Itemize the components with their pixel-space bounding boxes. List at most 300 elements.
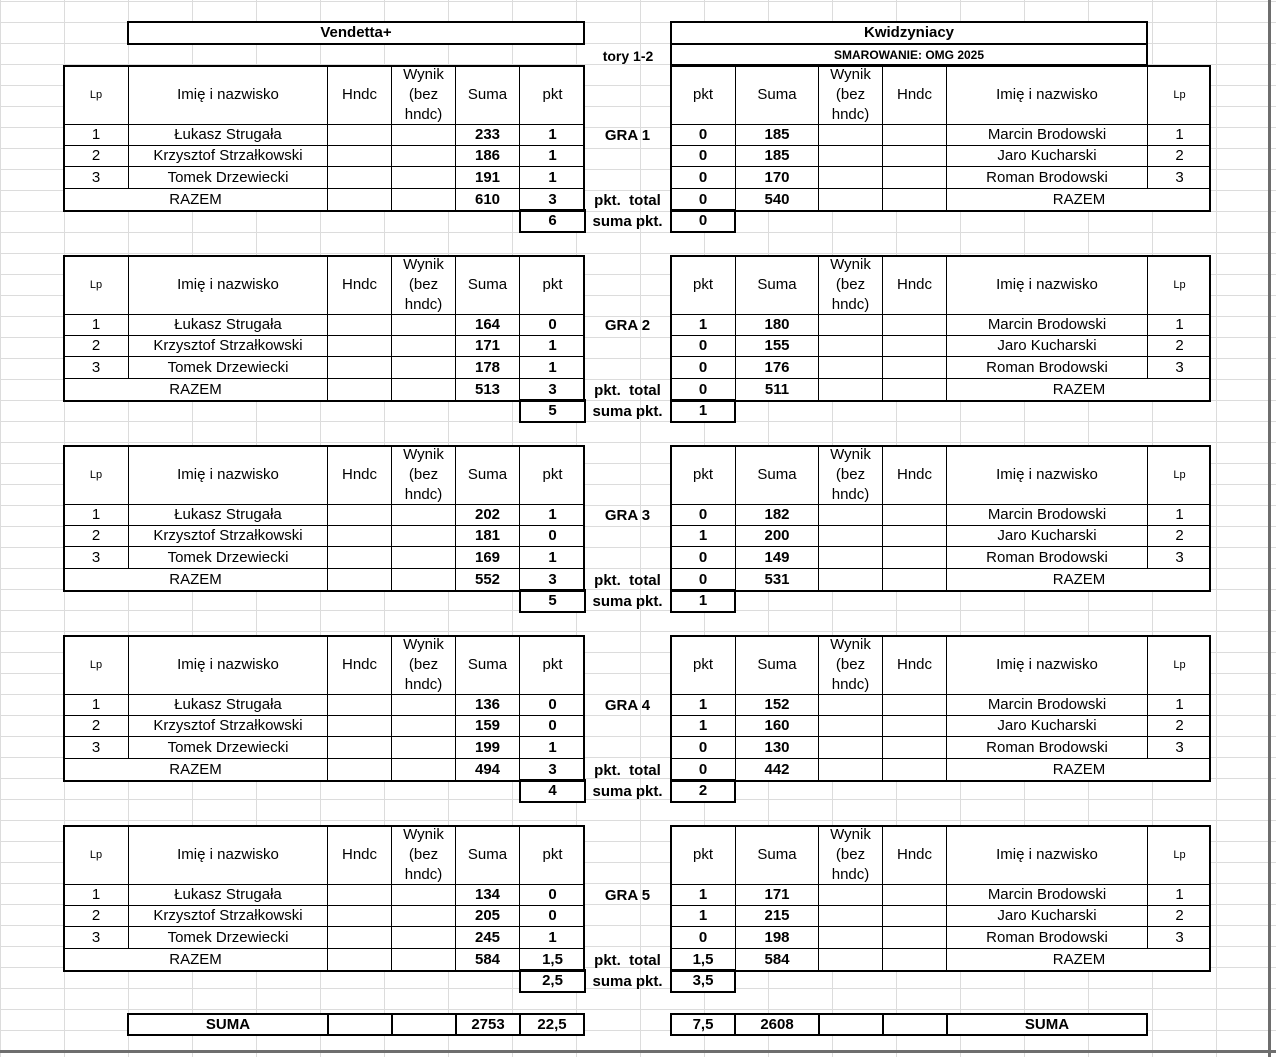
player-suma: 199	[455, 737, 519, 759]
oil-pattern-label: SMAROWANIE: OMG 2025	[670, 43, 1148, 66]
player-wynik	[818, 547, 882, 569]
player-suma: 186	[455, 146, 519, 167]
player-pkt: 1	[519, 737, 585, 759]
column-header-pkt: pkt	[519, 445, 585, 505]
column-header-wynik	[391, 255, 455, 315]
razem-label: RAZEM	[946, 379, 1211, 402]
player-suma: 171	[735, 885, 818, 906]
wynik-line-2: (bez	[408, 85, 439, 103]
team-right-title: Kwidzyniacy	[670, 21, 1148, 45]
window-frame-right	[1268, 0, 1271, 1057]
player-hndc	[327, 737, 391, 759]
column-header-hndc: Hndc	[882, 65, 946, 125]
player-pkt: 0	[670, 505, 735, 526]
player-suma: 170	[735, 167, 818, 189]
column-header-wynik	[391, 825, 455, 885]
player-wynik	[818, 737, 882, 759]
player-pkt: 0	[519, 716, 585, 737]
player-hndc	[327, 906, 391, 927]
player-name: Krzysztof Strzałkowski	[128, 906, 327, 927]
player-pkt: 0	[670, 167, 735, 189]
suma-pkt-left: 4	[519, 779, 586, 803]
column-header-lp: Lp	[1147, 445, 1211, 505]
player-name: Krzysztof Strzałkowski	[128, 146, 327, 167]
player-wynik	[391, 336, 455, 357]
player-lp: 2	[1147, 336, 1211, 357]
player-suma: 205	[455, 906, 519, 927]
player-suma: 169	[455, 547, 519, 569]
player-hndc	[327, 315, 391, 336]
razem-label: RAZEM	[63, 189, 327, 212]
column-header-name: Imię i nazwisko	[946, 65, 1147, 125]
total-wynik	[391, 189, 455, 212]
player-pkt: 1	[670, 695, 735, 716]
player-hndc	[882, 927, 946, 949]
suma-pkt-label: suma pkt.	[592, 972, 663, 990]
player-wynik	[391, 315, 455, 336]
player-lp: 1	[63, 125, 128, 146]
razem-label: RAZEM	[946, 949, 1211, 972]
player-wynik	[818, 526, 882, 547]
player-name: Jaro Kucharski	[946, 336, 1147, 357]
column-header-wynik	[818, 825, 882, 885]
column-header-pkt: pkt	[670, 255, 735, 315]
razem-label: RAZEM	[63, 949, 327, 972]
player-hndc	[882, 315, 946, 336]
column-header-name: Imię i nazwisko	[128, 445, 327, 505]
final-right-pkt: 7,5	[670, 1013, 736, 1036]
wynik-line-1: Wynik	[403, 65, 444, 83]
column-header-wynik	[818, 635, 882, 695]
player-lp: 3	[63, 927, 128, 949]
player-pkt: 0	[670, 927, 735, 949]
column-header-lp: Lp	[1147, 825, 1211, 885]
player-suma: 159	[455, 716, 519, 737]
player-pkt: 0	[670, 336, 735, 357]
game-label: GRA 4	[604, 696, 651, 714]
pkt-total-label: pkt. total	[594, 761, 661, 779]
razem-label: RAZEM	[946, 759, 1211, 782]
player-wynik	[818, 125, 882, 146]
player-suma: 181	[455, 526, 519, 547]
column-header-pkt: pkt	[670, 635, 735, 695]
player-pkt: 0	[670, 357, 735, 379]
final-right-suma: 2608	[734, 1013, 820, 1036]
razem-label: RAZEM	[946, 189, 1211, 212]
player-pkt: 1	[670, 716, 735, 737]
wynik-line-3: hndc)	[404, 295, 443, 313]
player-suma: 176	[735, 357, 818, 379]
wynik-line-2: (bez	[835, 465, 866, 483]
player-suma: 155	[735, 336, 818, 357]
column-header-suma: Suma	[735, 255, 818, 315]
player-hndc	[882, 526, 946, 547]
player-name: Krzysztof Strzałkowski	[128, 716, 327, 737]
player-wynik	[391, 125, 455, 146]
player-suma: 164	[455, 315, 519, 336]
player-wynik	[818, 336, 882, 357]
total-suma: 494	[455, 759, 519, 782]
player-hndc	[882, 695, 946, 716]
player-wynik	[391, 737, 455, 759]
player-suma: 178	[455, 357, 519, 379]
player-hndc	[882, 336, 946, 357]
player-hndc	[327, 885, 391, 906]
suma-pkt-label: suma pkt.	[592, 402, 663, 420]
suma-pkt-left: 2,5	[519, 969, 586, 993]
player-hndc	[882, 906, 946, 927]
wynik-line-3: hndc)	[831, 295, 870, 313]
total-pkt: 1,5	[670, 949, 735, 972]
total-hndc	[882, 759, 946, 782]
player-hndc	[882, 125, 946, 146]
player-pkt: 0	[519, 526, 585, 547]
player-lp: 1	[63, 695, 128, 716]
total-hndc	[882, 189, 946, 212]
player-hndc	[882, 885, 946, 906]
game-label: GRA 1	[604, 126, 651, 144]
player-name: Tomek Drzewiecki	[128, 737, 327, 759]
player-wynik	[391, 526, 455, 547]
player-wynik	[818, 167, 882, 189]
wynik-line-3: hndc)	[831, 675, 870, 693]
column-header-name: Imię i nazwisko	[128, 65, 327, 125]
final-right-hndc	[882, 1013, 948, 1036]
player-wynik	[818, 315, 882, 336]
total-pkt: 1,5	[519, 949, 585, 972]
total-hndc	[882, 949, 946, 972]
suma-pkt-label: suma pkt.	[592, 212, 663, 230]
player-name: Marcin Brodowski	[946, 315, 1147, 336]
player-hndc	[882, 547, 946, 569]
player-hndc	[327, 716, 391, 737]
column-header-name: Imię i nazwisko	[128, 825, 327, 885]
player-pkt: 0	[519, 695, 585, 716]
column-header-hndc: Hndc	[327, 825, 391, 885]
player-lp: 3	[63, 547, 128, 569]
player-pkt: 1	[670, 885, 735, 906]
player-pkt: 1	[519, 336, 585, 357]
game-label: GRA 2	[604, 316, 651, 334]
total-suma: 552	[455, 569, 519, 592]
wynik-line-1: Wynik	[403, 255, 444, 273]
player-name: Roman Brodowski	[946, 167, 1147, 189]
razem-label: RAZEM	[63, 379, 327, 402]
player-pkt: 1	[519, 927, 585, 949]
player-name: Jaro Kucharski	[946, 526, 1147, 547]
player-pkt: 0	[670, 125, 735, 146]
column-header-name: Imię i nazwisko	[946, 445, 1147, 505]
player-wynik	[391, 357, 455, 379]
player-hndc	[327, 125, 391, 146]
total-wynik	[391, 569, 455, 592]
column-header-name: Imię i nazwisko	[946, 635, 1147, 695]
player-pkt: 0	[670, 547, 735, 569]
suma-pkt-right: 0	[670, 209, 736, 233]
suma-pkt-right: 2	[670, 779, 736, 803]
player-wynik	[391, 716, 455, 737]
column-header-hndc: Hndc	[882, 255, 946, 315]
player-wynik	[818, 505, 882, 526]
suma-pkt-left: 5	[519, 399, 586, 423]
player-wynik	[391, 695, 455, 716]
player-lp: 3	[63, 357, 128, 379]
wynik-line-3: hndc)	[831, 865, 870, 883]
column-header-wynik	[818, 255, 882, 315]
player-suma: 136	[455, 695, 519, 716]
wynik-line-1: Wynik	[403, 825, 444, 843]
player-hndc	[327, 336, 391, 357]
player-hndc	[882, 357, 946, 379]
column-header-hndc: Hndc	[882, 445, 946, 505]
total-pkt: 0	[670, 759, 735, 782]
player-suma: 200	[735, 526, 818, 547]
final-right-suma-label: SUMA	[946, 1013, 1148, 1036]
total-pkt: 0	[670, 189, 735, 212]
player-wynik	[391, 927, 455, 949]
player-wynik	[391, 547, 455, 569]
player-lp: 2	[63, 716, 128, 737]
player-lp: 1	[1147, 885, 1211, 906]
player-name: Jaro Kucharski	[946, 906, 1147, 927]
final-right-wynik	[818, 1013, 884, 1036]
player-name: Marcin Brodowski	[946, 885, 1147, 906]
player-suma: 171	[455, 336, 519, 357]
total-suma: 610	[455, 189, 519, 212]
player-wynik	[391, 146, 455, 167]
player-name: Roman Brodowski	[946, 357, 1147, 379]
total-pkt: 3	[519, 759, 585, 782]
suma-pkt-left: 5	[519, 589, 586, 613]
suma-pkt-label: suma pkt.	[592, 592, 663, 610]
player-pkt: 1	[670, 315, 735, 336]
player-hndc	[882, 505, 946, 526]
player-name: Roman Brodowski	[946, 927, 1147, 949]
total-wynik	[818, 189, 882, 212]
player-wynik	[818, 885, 882, 906]
player-suma: 202	[455, 505, 519, 526]
player-hndc	[882, 737, 946, 759]
suma-pkt-right: 1	[670, 399, 736, 423]
player-wynik	[391, 906, 455, 927]
column-header-name: Imię i nazwisko	[128, 635, 327, 695]
team-left-title: Vendetta+	[127, 21, 585, 45]
column-header-pkt: pkt	[519, 635, 585, 695]
player-suma: 160	[735, 716, 818, 737]
player-lp: 2	[63, 526, 128, 547]
player-hndc	[327, 927, 391, 949]
total-pkt: 3	[519, 189, 585, 212]
player-wynik	[391, 505, 455, 526]
game-label: GRA 3	[604, 506, 651, 524]
player-lp: 3	[1147, 357, 1211, 379]
player-wynik	[818, 146, 882, 167]
player-lp: 2	[63, 906, 128, 927]
player-wynik	[818, 906, 882, 927]
wynik-line-3: hndc)	[404, 865, 443, 883]
suma-pkt-label: suma pkt.	[592, 782, 663, 800]
final-left-hndc	[327, 1013, 393, 1036]
player-hndc	[882, 716, 946, 737]
wynik-line-2: (bez	[408, 845, 439, 863]
player-name: Łukasz Strugała	[128, 505, 327, 526]
player-wynik	[391, 167, 455, 189]
wynik-line-3: hndc)	[404, 105, 443, 123]
total-hndc	[882, 569, 946, 592]
player-pkt: 1	[519, 146, 585, 167]
suma-pkt-right: 1	[670, 589, 736, 613]
column-header-lp: Lp	[63, 445, 128, 505]
column-header-suma: Suma	[455, 445, 519, 505]
column-header-suma: Suma	[455, 635, 519, 695]
total-pkt: 0	[670, 569, 735, 592]
column-header-pkt: pkt	[519, 65, 585, 125]
player-lp: 2	[63, 336, 128, 357]
player-pkt: 1	[519, 357, 585, 379]
wynik-line-1: Wynik	[830, 255, 871, 273]
wynik-line-1: Wynik	[403, 445, 444, 463]
lanes-label: tory 1-2	[602, 47, 654, 64]
player-pkt: 0	[670, 737, 735, 759]
column-header-pkt: pkt	[519, 255, 585, 315]
player-lp: 1	[1147, 695, 1211, 716]
player-lp: 1	[1147, 315, 1211, 336]
total-wynik	[391, 949, 455, 972]
column-header-lp: Lp	[63, 255, 128, 315]
column-header-pkt: pkt	[519, 825, 585, 885]
player-lp: 1	[63, 315, 128, 336]
window-frame-bottom	[0, 1050, 1276, 1053]
column-header-wynik	[391, 445, 455, 505]
player-pkt: 0	[519, 885, 585, 906]
column-header-suma: Suma	[735, 635, 818, 695]
player-suma: 134	[455, 885, 519, 906]
player-pkt: 0	[519, 315, 585, 336]
total-wynik	[818, 379, 882, 402]
wynik-line-2: (bez	[408, 655, 439, 673]
wynik-line-1: Wynik	[403, 635, 444, 653]
player-suma: 149	[735, 547, 818, 569]
column-header-name: Imię i nazwisko	[946, 255, 1147, 315]
pkt-total-label: pkt. total	[594, 381, 661, 399]
wynik-line-2: (bez	[835, 275, 866, 293]
total-suma: 584	[735, 949, 818, 972]
player-wynik	[818, 927, 882, 949]
column-header-suma: Suma	[735, 65, 818, 125]
column-header-suma: Suma	[735, 445, 818, 505]
player-name: Jaro Kucharski	[946, 716, 1147, 737]
player-name: Jaro Kucharski	[946, 146, 1147, 167]
total-hndc	[327, 759, 391, 782]
player-pkt: 1	[519, 167, 585, 189]
player-wynik	[391, 885, 455, 906]
player-name: Marcin Brodowski	[946, 695, 1147, 716]
player-suma: 198	[735, 927, 818, 949]
total-hndc	[327, 189, 391, 212]
column-header-hndc: Hndc	[882, 825, 946, 885]
player-lp: 2	[1147, 906, 1211, 927]
player-lp: 1	[63, 505, 128, 526]
razem-label: RAZEM	[946, 569, 1211, 592]
column-header-suma: Suma	[455, 65, 519, 125]
wynik-line-1: Wynik	[830, 825, 871, 843]
final-left-suma-label: SUMA	[127, 1013, 329, 1036]
player-hndc	[327, 505, 391, 526]
total-suma: 584	[455, 949, 519, 972]
player-name: Tomek Drzewiecki	[128, 927, 327, 949]
total-suma: 511	[735, 379, 818, 402]
total-hndc	[327, 569, 391, 592]
player-name: Krzysztof Strzałkowski	[128, 336, 327, 357]
player-name: Roman Brodowski	[946, 737, 1147, 759]
player-lp: 3	[1147, 927, 1211, 949]
wynik-line-3: hndc)	[404, 485, 443, 503]
column-header-lp: Lp	[63, 635, 128, 695]
player-pkt: 1	[670, 906, 735, 927]
player-lp: 2	[1147, 526, 1211, 547]
total-suma: 513	[455, 379, 519, 402]
total-wynik	[391, 759, 455, 782]
player-pkt: 1	[519, 505, 585, 526]
total-suma: 540	[735, 189, 818, 212]
player-lp: 2	[1147, 146, 1211, 167]
player-pkt: 0	[670, 146, 735, 167]
column-header-hndc: Hndc	[327, 65, 391, 125]
player-name: Łukasz Strugała	[128, 125, 327, 146]
total-wynik	[818, 569, 882, 592]
wynik-line-2: (bez	[408, 275, 439, 293]
pkt-total-label: pkt. total	[594, 571, 661, 589]
player-name: Marcin Brodowski	[946, 125, 1147, 146]
column-header-name: Imię i nazwisko	[946, 825, 1147, 885]
player-name: Łukasz Strugała	[128, 885, 327, 906]
player-suma: 215	[735, 906, 818, 927]
player-lp: 2	[63, 146, 128, 167]
column-header-pkt: pkt	[670, 825, 735, 885]
column-header-pkt: pkt	[670, 65, 735, 125]
player-lp: 1	[1147, 505, 1211, 526]
player-lp: 1	[1147, 125, 1211, 146]
player-suma: 245	[455, 927, 519, 949]
column-header-lp: Lp	[1147, 255, 1211, 315]
pkt-total-label: pkt. total	[594, 191, 661, 209]
game-label: GRA 5	[604, 886, 651, 904]
player-hndc	[327, 547, 391, 569]
column-header-suma: Suma	[455, 255, 519, 315]
player-suma: 233	[455, 125, 519, 146]
player-pkt: 1	[519, 125, 585, 146]
total-wynik	[391, 379, 455, 402]
total-hndc	[882, 379, 946, 402]
player-suma: 182	[735, 505, 818, 526]
column-header-hndc: Hndc	[327, 445, 391, 505]
final-left-wynik	[391, 1013, 457, 1036]
player-hndc	[327, 167, 391, 189]
total-pkt: 3	[519, 379, 585, 402]
wynik-line-3: hndc)	[831, 485, 870, 503]
column-header-hndc: Hndc	[882, 635, 946, 695]
player-lp: 3	[63, 167, 128, 189]
column-header-wynik	[391, 65, 455, 125]
player-name: Krzysztof Strzałkowski	[128, 526, 327, 547]
wynik-line-2: (bez	[835, 845, 866, 863]
player-pkt: 1	[519, 547, 585, 569]
total-pkt: 3	[519, 569, 585, 592]
player-name: Roman Brodowski	[946, 547, 1147, 569]
column-header-lp: Lp	[63, 825, 128, 885]
total-hndc	[327, 949, 391, 972]
column-header-wynik	[391, 635, 455, 695]
